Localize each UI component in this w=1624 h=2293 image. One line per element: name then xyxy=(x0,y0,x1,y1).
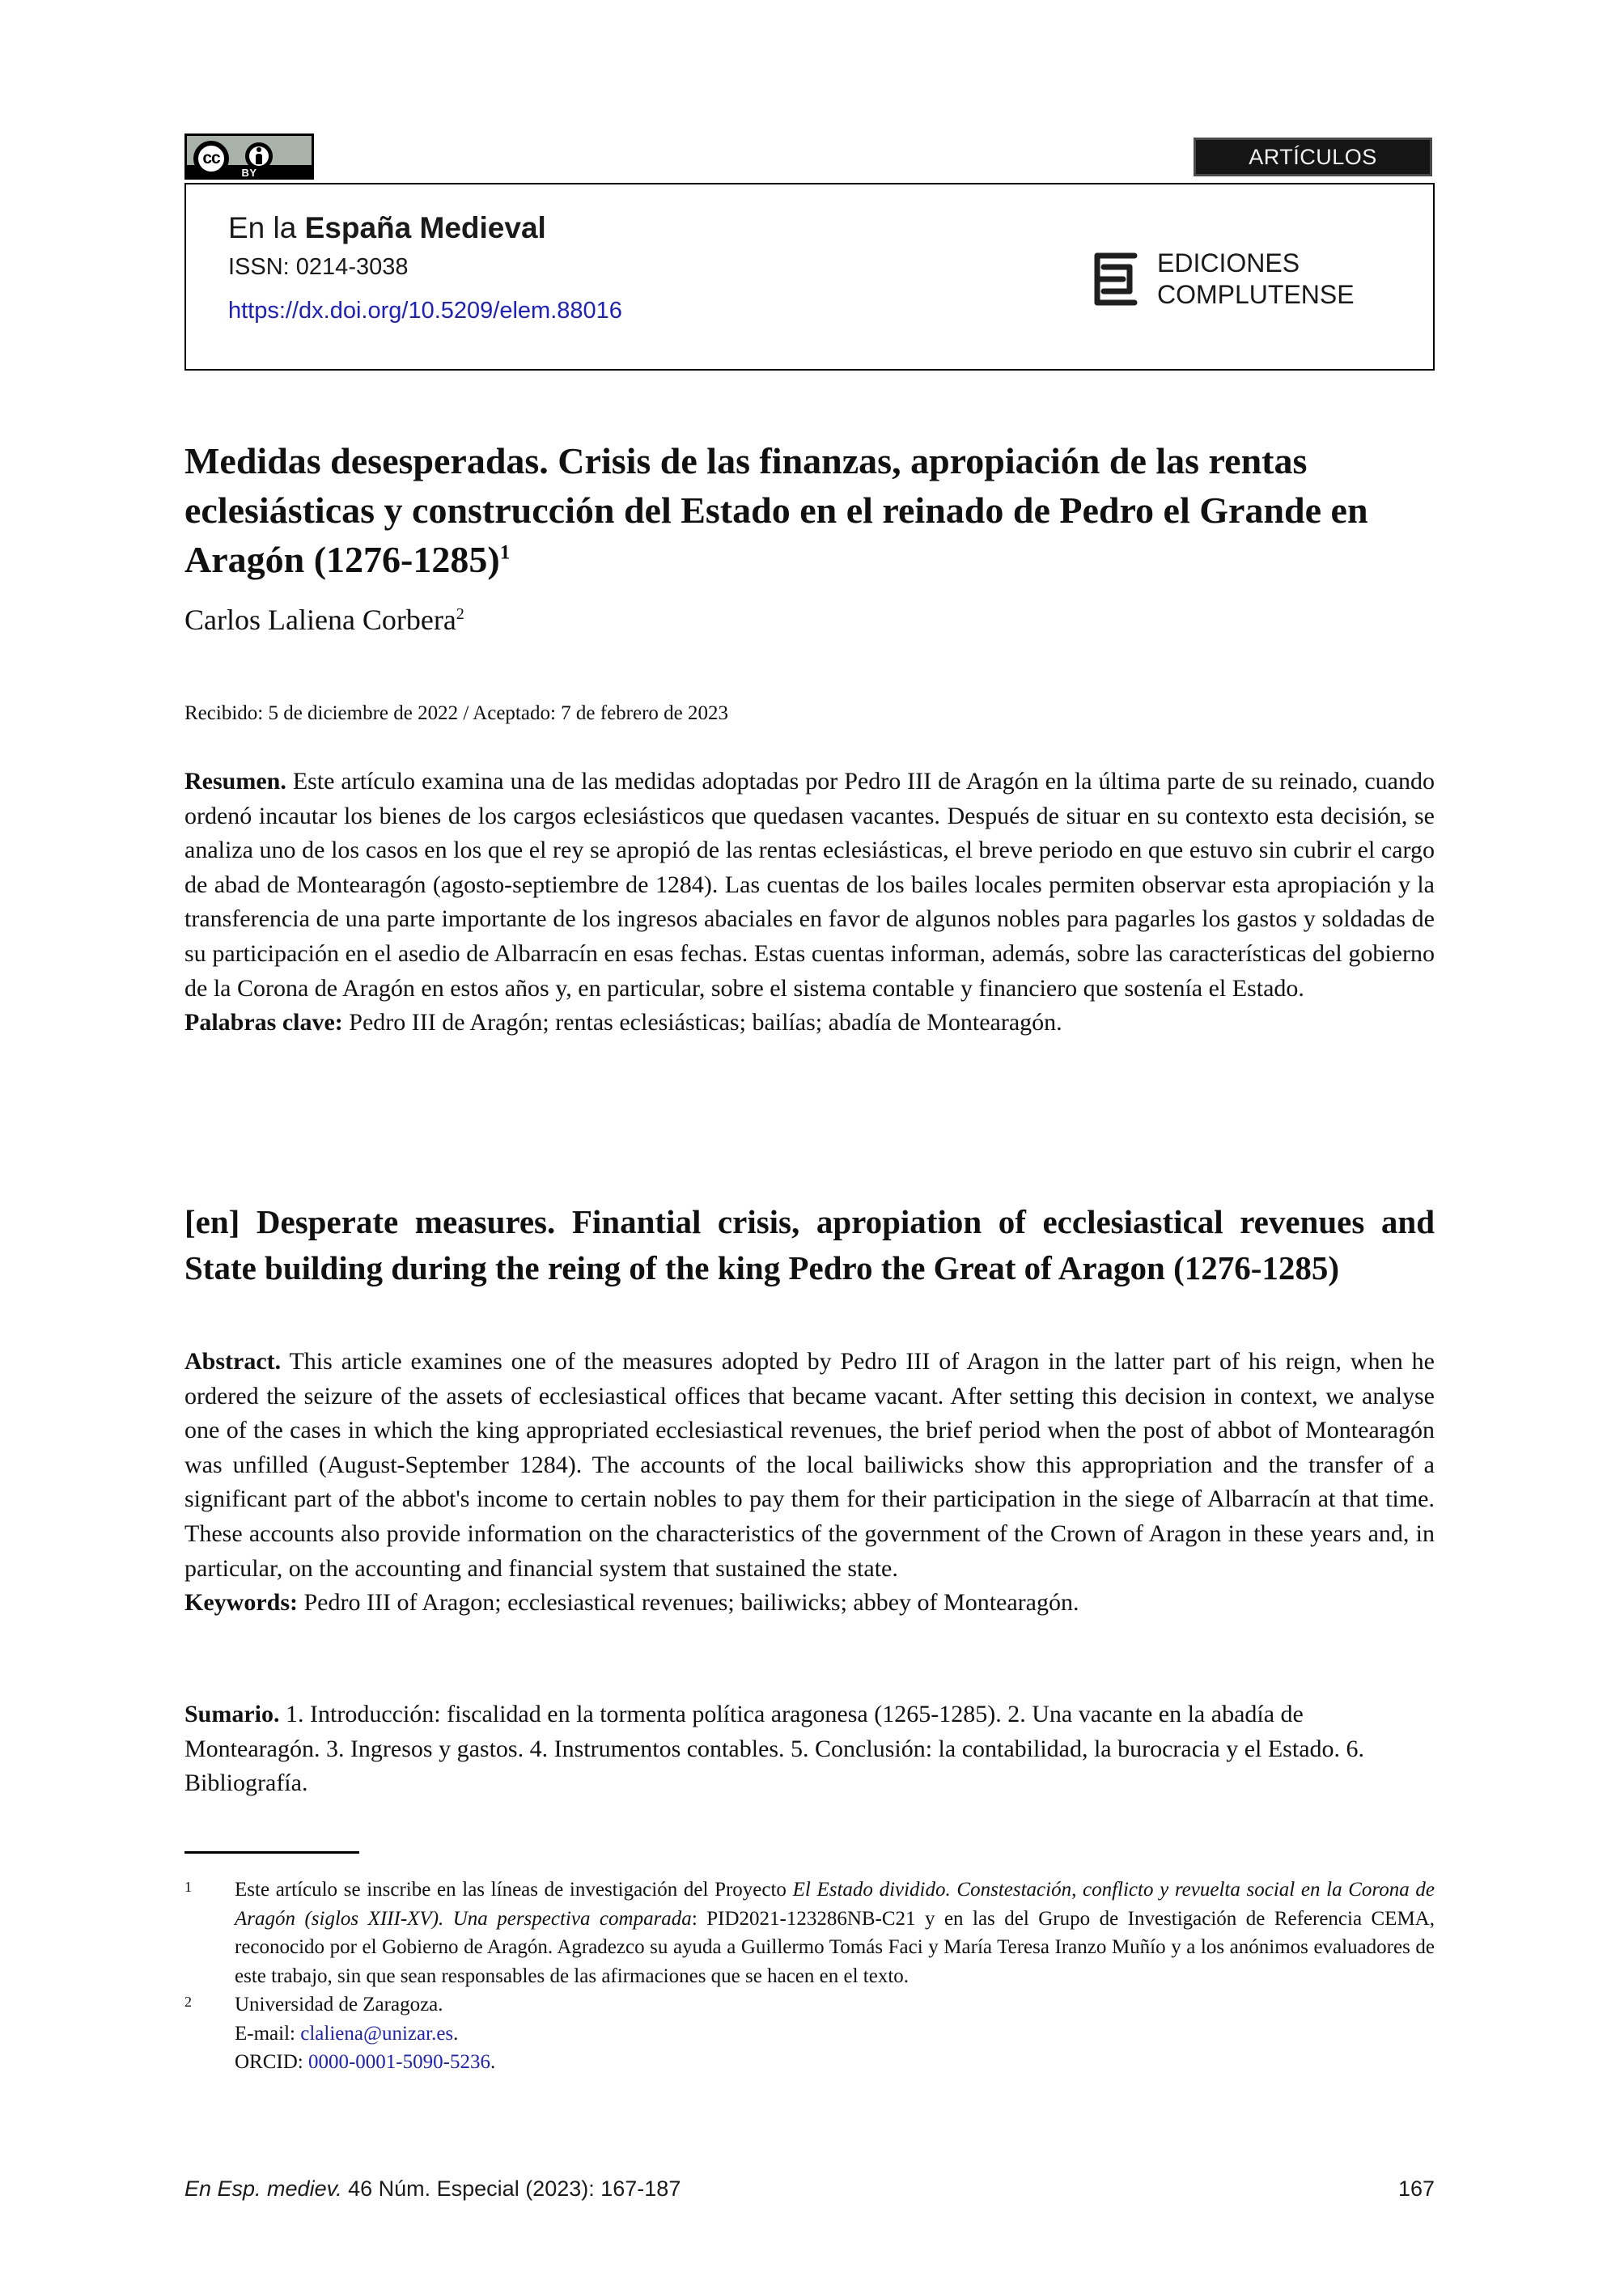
article-title-text: Medidas desesperadas. Crisis de las finanzas, apropiación de las rentas eclesiásticas y construcción del Estado en el reinado de Pedro el Grande en Aragón (1276-1285) xyxy=(184,439,1368,581)
author-orcid-link[interactable]: 0000-0001-5090-5236 xyxy=(307,2051,490,2073)
abstract-english xyxy=(184,1345,1435,1621)
journal-identity xyxy=(228,210,546,281)
received-accepted-dates: Recibido: 5 de diciembre de 2022 / Aceptado: 7 de febrero de 2023 xyxy=(184,702,729,724)
sumario-text: 1. Introducción: fiscalidad en la tormenta política aragonesa (1265-1285). 2. Una vacante en la abadía de Montearagón. 3. Ingresos y gastos. 4. Instrumentos contables. 5. Conclusión: la contabilidad, la burocracia y el Estado. 6. Bibliografía. xyxy=(184,1701,1365,1797)
journal-title xyxy=(228,210,546,246)
abstract-spanish xyxy=(184,765,1435,1041)
footnote-marker-2: 2 xyxy=(184,1994,192,2010)
page-title xyxy=(184,436,1435,585)
author-affiliation: Universidad de Zaragoza. xyxy=(235,1994,443,2015)
journal-title-main: España Medieval xyxy=(304,211,546,244)
publisher-line-1: EDICIONES xyxy=(1157,248,1300,278)
cc-badge-grey-field xyxy=(187,136,312,165)
journal-issn: ISSN: 0214-3038 xyxy=(228,254,409,281)
author-name xyxy=(184,603,464,637)
keywords-es-text: Pedro III de Aragón; rentas eclesiásticas; bailías; abadía de Montearagón. xyxy=(349,1009,1062,1036)
author-email-link[interactable]: claliena@unizar.es xyxy=(300,2022,454,2045)
keywords-en-label: Keywords: xyxy=(184,1589,298,1617)
page-footer xyxy=(184,2176,1435,2202)
author-name-text: Carlos Laliena Corbera xyxy=(184,604,456,636)
abstract-en-label: Abstract. xyxy=(184,1348,282,1375)
page-title-english: [en] Desperate measures. Finantial crisis, apropiation of ecclesiastical revenues and State building during the reing of the king Pedro the Great of Aragon (1276-1285) xyxy=(184,1203,1435,1286)
cc-person-icon xyxy=(245,142,273,170)
sumario-label: Sumario. xyxy=(184,1701,280,1727)
footnote-1-project-title: El Estado dividido. Constestación, conflicto y revuelta social en la Corona de Aragón (siglos XIII-XV). Una perspectiva comparada xyxy=(235,1879,1435,1930)
table-of-contents-summary xyxy=(184,1697,1435,1801)
journal-info-box xyxy=(184,183,1435,371)
person-glyph xyxy=(256,148,262,164)
cc-by-label: BY xyxy=(241,167,257,179)
footnote-item xyxy=(184,1876,1435,1990)
footnote-body-1 xyxy=(235,1876,1435,1990)
email-label: E-mail: xyxy=(235,2022,301,2045)
title-footnote-ref[interactable]: 1 xyxy=(499,540,511,564)
footnotes xyxy=(184,1876,1435,2077)
ediciones-complutense-mark-icon xyxy=(1092,249,1139,309)
citation-journal-abbrev: En Esp. mediev. xyxy=(184,2176,342,2201)
publisher-logo xyxy=(1092,248,1355,311)
author-footnote-ref[interactable]: 2 xyxy=(456,605,464,623)
section-banner-label: ARTÍCULOS xyxy=(1249,144,1377,169)
footnote-1-part2: : PID2021-123286NB-C21 y en las del Grupo de Investigación de Referencia CEMA, reconocido por el Gobierno de Aragón. Agradezco su ayuda a Guillermo Tomás Faci y María Teresa Iranzo Muñío y a los anónimos evaluadores de este trabajo, sin que sean responsables de las afirmaciones que se hacen en el texto. xyxy=(235,1907,1435,1987)
keywords-es-label: Palabras clave: xyxy=(184,1009,343,1036)
footnote-separator-rule xyxy=(184,1851,359,1854)
orcid-label: ORCID: xyxy=(235,2051,308,2073)
author-email-line: E-mail: claliena@unizar.es. xyxy=(235,2022,459,2045)
doi-link-text: https://dx.doi.org/10.5209/elem.88016 xyxy=(228,298,622,324)
footnote-marker-1: 1 xyxy=(184,1879,192,1895)
journal-title-prefix: En la xyxy=(228,211,305,244)
footnote-body-2 xyxy=(235,1990,1435,2077)
footnote-1-part1: Este artículo se inscribe en las líneas de investigación del Proyecto xyxy=(235,1879,793,1901)
publisher-line-2: COMPLUTENSE xyxy=(1157,280,1355,310)
page-number: 167 xyxy=(1397,2176,1435,2201)
abstract-en-text: This article examines one of the measures adopted by Pedro III of Aragon in the latter part of his reign, when he ordered the seizure of the assets of ecclesiastical offices that became vacant. After setting this decision in context, we analyse one of the cases in which the king appropriated ecclesiastical revenues, the brief period when the post of abbot of Montearagón was unfilled (August-September 1284). The accounts of the local bailiwicks show this appropriation and the transfer of a significant part of the abbot's income to certain nobles to pay them for their participation in the siege of Albarracín at that time. These accounts also provide information on the characteristics of the government of the Crown of Aragon in these years and, in particular, on the accounting and financial system that sustained the state. xyxy=(184,1348,1435,1582)
abstract-es-label: Resumen. xyxy=(184,768,286,795)
keywords-en-text: Pedro III of Aragon; ecclesiastical revenues; bailiwicks; abbey of Montearagón. xyxy=(303,1589,1079,1617)
author-orcid-line: ORCID: 0000-0001-5090-5236. xyxy=(235,2051,496,2073)
doi-link[interactable] xyxy=(228,298,622,324)
publisher-name xyxy=(1157,248,1355,311)
citation-issue-pages: 46 Núm. Especial (2023): 167-187 xyxy=(341,2176,681,2201)
cc-circle-icon: cc xyxy=(193,141,229,176)
journal-citation xyxy=(184,2176,681,2202)
footnote-item xyxy=(184,1990,1435,2077)
abstract-es-text: Este artículo examina una de las medidas adoptadas por Pedro III de Aragón en la última parte de su reinado, cuando ordenó incautar los bienes de los cargos eclesiásticos que quedasen vacantes. Después de situar en su contexto esta decisión, se analiza uno de los casos en los que el rey se apropió de las rentas eclesiásticas, el breve periodo en que estuvo sin cubrir el cargo de abad de Montearagón (agosto-septiembre de 1284). Las cuentas de los bailes locales permiten observar esta apropiación y la transferencia de una parte importante de los ingresos abaciales en favor de algunos nobles para pagarles los gastos y soldadas de su participación en el asedio de Albarracín en esas fechas. Estas cuentas informan, además, sobre las características del gobierno de la Corona de Aragón en estos años y, en particular, sobre el sistema contable y financiero que sostenía el Estado. xyxy=(184,768,1435,1002)
section-banner xyxy=(1194,138,1432,176)
creative-commons-by-icon xyxy=(184,134,314,180)
